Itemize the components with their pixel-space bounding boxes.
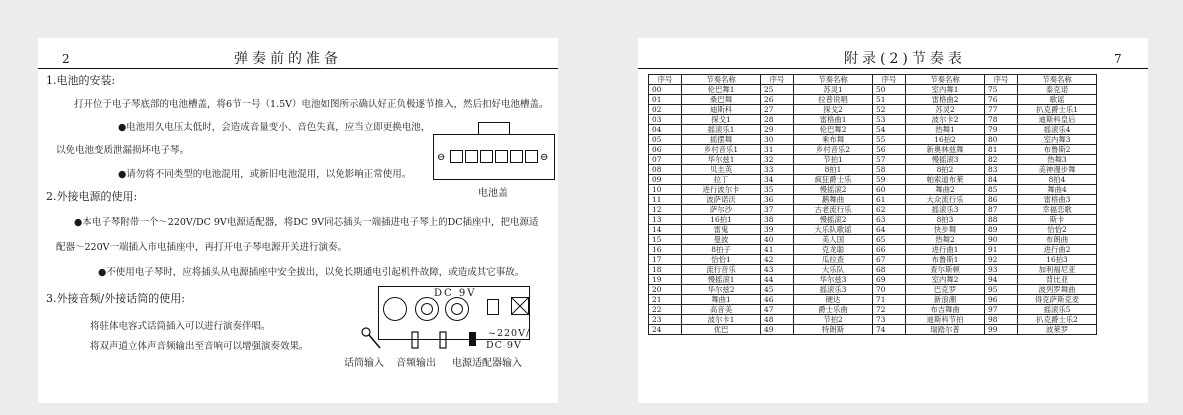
- rhythm-number-cell: 14: [649, 225, 682, 235]
- rhythm-name-cell: 热舞1: [906, 125, 985, 135]
- table-row: [649, 175, 1097, 185]
- rhythm-name-cell: 斯卡: [1018, 215, 1097, 225]
- dc-jack-icon: [487, 299, 499, 315]
- rhythm-number-cell: 36: [761, 195, 794, 205]
- rhythm-name-cell: 室内舞3: [1018, 135, 1097, 145]
- table-row: [649, 85, 1097, 95]
- rhythm-table-body: [649, 85, 1097, 335]
- rhythm-name-cell: 8拍2: [906, 165, 985, 175]
- rhythm-name-cell: 热舞2: [906, 235, 985, 245]
- speaker-grille-icon: [511, 297, 529, 315]
- table-row: [649, 255, 1097, 265]
- rhythm-number-cell: 67: [873, 255, 906, 265]
- battery-section-heading: 1.电池的安装:: [46, 74, 116, 87]
- rhythm-name-cell: 雷格曲3: [1018, 195, 1097, 205]
- rhythm-number-cell: 78: [985, 115, 1018, 125]
- rhythm-number-cell: 20: [649, 285, 682, 295]
- rhythm-name-cell: 乡村音乐2: [794, 145, 873, 155]
- rhythm-name-cell: 8拍1: [794, 165, 873, 175]
- rhythm-name-cell: 探戈2: [794, 105, 873, 115]
- rhythm-number-cell: 48: [761, 315, 794, 325]
- table-row: [649, 185, 1097, 195]
- rhythm-name-cell: 华尔兹1: [682, 155, 761, 165]
- header-name: 节奏名称: [794, 75, 873, 85]
- rhythm-name-cell: 节拍1: [794, 155, 873, 165]
- rhythm-number-cell: 83: [985, 165, 1018, 175]
- battery-bullet-1b: 以免电池变质泄漏损坏电子琴。: [56, 145, 190, 156]
- rhythm-name-cell: 探戈1: [682, 115, 761, 125]
- rhythm-number-cell: 15: [649, 235, 682, 245]
- rhythm-name-cell: 快步舞: [906, 225, 985, 235]
- rhythm-name-cell: 雷鬼: [682, 225, 761, 235]
- rhythm-name-cell: 美神漫步舞: [1018, 165, 1097, 175]
- rhythm-number-cell: 41: [761, 245, 794, 255]
- rhythm-name-cell: 乡村音乐1: [682, 145, 761, 155]
- rhythm-number-cell: 19: [649, 275, 682, 285]
- rhythm-name-cell: 疯狂爵士乐: [794, 175, 873, 185]
- rhythm-number-cell: 10: [649, 185, 682, 195]
- rhythm-number-cell: 04: [649, 125, 682, 135]
- audio-jack-inner-icon: [421, 303, 433, 315]
- rhythm-number-cell: 61: [873, 195, 906, 205]
- rhythm-name-cell: 泰克诺: [1018, 85, 1097, 95]
- rhythm-name-cell: 恰恰2: [1018, 225, 1097, 235]
- table-row: [649, 295, 1097, 305]
- left-page-number: 2: [62, 52, 70, 66]
- rhythm-name-cell: 伦巴舞1: [682, 85, 761, 95]
- rhythm-name-cell: 摇滚乐1: [682, 125, 761, 135]
- left-page-title: 弹奏前的准备: [234, 51, 342, 67]
- rhythm-number-cell: 92: [985, 255, 1018, 265]
- rhythm-name-cell: 布鲁斯1: [906, 255, 985, 265]
- rhythm-number-cell: 91: [985, 245, 1018, 255]
- rhythm-number-cell: 60: [873, 185, 906, 195]
- battery-bullet-2: ●请勿将不同类型的电池混用，或新旧电池混用，以免影响正常使用。: [118, 169, 412, 180]
- rhythm-number-cell: 95: [985, 285, 1018, 295]
- rhythm-name-cell: 波萨诺沃: [682, 195, 761, 205]
- rhythm-number-cell: 65: [873, 235, 906, 245]
- header-name: 节奏名称: [1018, 75, 1097, 85]
- rhythm-name-cell: 高音美: [682, 305, 761, 315]
- rhythm-number-cell: 80: [985, 135, 1018, 145]
- table-row: [649, 135, 1097, 145]
- rhythm-number-cell: 33: [761, 165, 794, 175]
- rhythm-name-cell: 流行音乐: [682, 265, 761, 275]
- rhythm-name-cell: 进行曲2: [1018, 245, 1097, 255]
- rhythm-number-cell: 90: [985, 235, 1018, 245]
- rhythm-number-cell: 53: [873, 115, 906, 125]
- rhythm-name-cell: 慢摇滚2: [794, 185, 873, 195]
- rhythm-number-cell: 70: [873, 285, 906, 295]
- battery-cover-caption: 电池盖: [478, 188, 508, 199]
- rhythm-name-cell: 乘布舞: [794, 135, 873, 145]
- power-section-heading: 2.外接电源的使用:: [46, 190, 138, 203]
- table-row: [649, 285, 1097, 295]
- table-row: [649, 195, 1097, 205]
- rhythm-number-cell: 58: [873, 165, 906, 175]
- right-title-rule: [638, 68, 1148, 69]
- audio-jack-2-inner-icon: [451, 303, 463, 315]
- rhythm-number-cell: 69: [873, 275, 906, 285]
- rhythm-name-cell: 舞曲4: [1018, 185, 1097, 195]
- table-row: [649, 145, 1097, 155]
- rhythm-number-cell: 35: [761, 185, 794, 195]
- rhythm-number-cell: 51: [873, 95, 906, 105]
- rhythm-number-cell: 84: [985, 175, 1018, 185]
- rhythm-number-cell: 01: [649, 95, 682, 105]
- rhythm-name-cell: 伦巴舞2: [794, 125, 873, 135]
- rhythm-name-cell: 迪斯科皇后: [1018, 115, 1097, 125]
- rhythm-number-cell: 73: [873, 315, 906, 325]
- rhythm-name-cell: 16拍1: [682, 215, 761, 225]
- rhythm-number-cell: 26: [761, 95, 794, 105]
- rhythm-name-cell: 硬达: [794, 295, 873, 305]
- battery-slot: [465, 150, 478, 163]
- rhythm-name-cell: 华尔兹2: [682, 285, 761, 295]
- rhythm-number-cell: 86: [985, 195, 1018, 205]
- table-row: [649, 265, 1097, 275]
- rhythm-name-cell: 苏灵2: [906, 105, 985, 115]
- rhythm-number-cell: 64: [873, 225, 906, 235]
- rhythm-number-cell: 77: [985, 105, 1018, 115]
- table-row: [649, 205, 1097, 215]
- rhythm-name-cell: 舞曲2: [906, 185, 985, 195]
- rhythm-number-cell: 07: [649, 155, 682, 165]
- ac-label: ~220V/: [488, 328, 531, 339]
- rhythm-number-cell: 00: [649, 85, 682, 95]
- rhythm-name-cell: 摇滚乐4: [1018, 125, 1097, 135]
- minus-sign-icon: ⊖: [437, 152, 446, 163]
- rhythm-name-cell: 曼波: [682, 235, 761, 245]
- rhythm-number-cell: 02: [649, 105, 682, 115]
- header-name: 节奏名称: [682, 75, 761, 85]
- rhythm-name-cell: 热舞3: [1018, 155, 1097, 165]
- header-number: 序号: [649, 75, 682, 85]
- rhythm-number-cell: 71: [873, 295, 906, 305]
- rhythm-number-cell: 57: [873, 155, 906, 165]
- rhythm-name-cell: 桑巴舞: [682, 95, 761, 105]
- rhythm-name-cell: 室内舞2: [906, 275, 985, 285]
- left-title-rule: [38, 68, 558, 69]
- rhythm-name-cell: 古老流行乐: [794, 205, 873, 215]
- rhythm-name-cell: 布鲁斯2: [1018, 145, 1097, 155]
- battery-slot: [525, 150, 538, 163]
- rhythm-number-cell: 97: [985, 305, 1018, 315]
- rhythm-name-cell: 舞曲1: [682, 295, 761, 305]
- table-row: [649, 215, 1097, 225]
- rhythm-name-cell: 恰恰1: [682, 255, 761, 265]
- rhythm-number-cell: 12: [649, 205, 682, 215]
- rhythm-number-cell: 47: [761, 305, 794, 315]
- mic-jack-icon: [383, 297, 407, 321]
- table-row: [649, 155, 1097, 165]
- rhythm-name-cell: 雷格曲1: [794, 115, 873, 125]
- rhythm-name-cell: 华尔兹3: [794, 275, 873, 285]
- rhythm-number-cell: 39: [761, 225, 794, 235]
- header-name: 节奏名称: [906, 75, 985, 85]
- rhythm-number-cell: 21: [649, 295, 682, 305]
- rhythm-name-cell: 拉丁: [682, 175, 761, 185]
- rhythm-number-cell: 50: [873, 85, 906, 95]
- rhythm-number-cell: 11: [649, 195, 682, 205]
- rhythm-name-cell: 8拍子: [682, 245, 761, 255]
- rhythm-name-cell: 进行波尔卡: [682, 185, 761, 195]
- rhythm-name-cell: 查尔斯顿: [906, 265, 985, 275]
- battery-slot: [450, 150, 463, 163]
- rhythm-number-cell: 27: [761, 105, 794, 115]
- rhythm-name-cell: 得克萨斯克麦: [1018, 295, 1097, 305]
- rhythm-name-cell: 摇滚乐3: [906, 205, 985, 215]
- left-page: [38, 38, 558, 403]
- right-page-title: 附录(2)节奏表: [844, 51, 966, 67]
- rhythm-number-cell: 37: [761, 205, 794, 215]
- rhythm-name-cell: 16拍2: [906, 135, 985, 145]
- rhythm-number-cell: 85: [985, 185, 1018, 195]
- table-row: [649, 235, 1097, 245]
- rhythm-name-cell: 迪斯科节拍: [906, 315, 985, 325]
- rhythm-name-cell: 瓜拉查: [794, 255, 873, 265]
- rhythm-name-cell: 大乐队: [794, 265, 873, 275]
- rhythm-number-cell: 46: [761, 295, 794, 305]
- rhythm-number-cell: 66: [873, 245, 906, 255]
- rhythm-number-cell: 81: [985, 145, 1018, 155]
- dc-label: DC 9V: [434, 288, 477, 299]
- power-bullet: ●不使用电子琴时，应将插头从电源插座中安全拔出，以免长期通电引起机件故障，或造成其它事故。: [98, 267, 525, 278]
- table-row: [649, 125, 1097, 135]
- rhythm-number-cell: 05: [649, 135, 682, 145]
- rhythm-name-cell: 背比亚: [1018, 275, 1097, 285]
- rhythm-number-cell: 28: [761, 115, 794, 125]
- rhythm-name-cell: 8拍4: [1018, 175, 1097, 185]
- rhythm-number-cell: 16: [649, 245, 682, 255]
- rhythm-name-cell: 进行曲1: [906, 245, 985, 255]
- rhythm-number-cell: 22: [649, 305, 682, 315]
- rhythm-number-cell: 31: [761, 145, 794, 155]
- mic-paragraph: 将驻体电容式话筒插入可以进行演奏伴唱。: [90, 321, 271, 332]
- power-input-caption: 电源适配器输入: [452, 358, 522, 369]
- rhythm-number-cell: 44: [761, 275, 794, 285]
- battery-slot: [510, 150, 523, 163]
- rhythm-name-cell: 克龙聪: [794, 245, 873, 255]
- rhythm-number-cell: 98: [985, 315, 1018, 325]
- rhythm-number-cell: 43: [761, 265, 794, 275]
- power-paragraph-b: 配器～220V一端插入市电插座中，再打开电子琴电源开关进行演奏。: [56, 242, 347, 253]
- table-header-row: [649, 75, 1097, 85]
- rhythm-number-cell: 99: [985, 325, 1018, 335]
- rhythm-name-cell: 波尔卡1: [682, 315, 761, 325]
- rhythm-name-cell: 扒克爵士乐2: [1018, 315, 1097, 325]
- battery-cover-figure: [433, 134, 555, 180]
- rhythm-name-cell: 扒克爵士乐1: [1018, 105, 1097, 115]
- rhythm-name-cell: 巴克罗: [906, 285, 985, 295]
- rhythm-name-cell: 歌谣: [1018, 95, 1097, 105]
- rhythm-number-cell: 63: [873, 215, 906, 225]
- rhythm-name-cell: 室内舞1: [906, 85, 985, 95]
- rhythm-number-cell: 72: [873, 305, 906, 315]
- rhythm-name-cell: 贝圭英: [682, 165, 761, 175]
- audio-section-heading: 3.外接音频/外接话筒的使用:: [46, 292, 185, 305]
- rhythm-number-cell: 38: [761, 215, 794, 225]
- rhythm-number-cell: 94: [985, 275, 1018, 285]
- ac-label-2: DC 9V: [486, 340, 522, 351]
- rhythm-number-cell: 76: [985, 95, 1018, 105]
- table-row: [649, 165, 1097, 175]
- header-number: 序号: [873, 75, 906, 85]
- rhythm-name-cell: 雷格曲2: [906, 95, 985, 105]
- rhythm-number-cell: 74: [873, 325, 906, 335]
- rhythm-number-cell: 88: [985, 215, 1018, 225]
- rhythm-name-cell: 节拍2: [794, 315, 873, 325]
- rhythm-name-cell: 摇滚乐3: [794, 285, 873, 295]
- rhythm-name-cell: 萨尔沙: [682, 205, 761, 215]
- rhythm-name-cell: 苏灵1: [794, 85, 873, 95]
- rhythm-number-cell: 32: [761, 155, 794, 165]
- rhythm-name-cell: 慢摇滚3: [906, 155, 985, 165]
- rhythm-name-cell: 摇滚乐5: [1018, 305, 1097, 315]
- rhythm-name-cell: 幸福恋歌: [1018, 205, 1097, 215]
- rhythm-name-cell: 瑞踏尔普: [906, 325, 985, 335]
- rhythm-number-cell: 56: [873, 145, 906, 155]
- rhythm-name-cell: 加利福尼亚: [1018, 265, 1097, 275]
- rhythm-name-cell: 布吉舞曲: [906, 305, 985, 315]
- rhythm-number-cell: 52: [873, 105, 906, 115]
- rhythm-number-cell: 96: [985, 295, 1018, 305]
- rhythm-name-cell: 美人国: [794, 235, 873, 245]
- rhythm-name-cell: 大乐队歌谣: [794, 225, 873, 235]
- rhythm-name-cell: 摇摆舞: [682, 135, 761, 145]
- rhythm-name-cell: 大众流行乐: [906, 195, 985, 205]
- battery-bullet-1a: ●电池用久电压太低时，会造成音量变小、音色失真，应当立即更换电池，: [118, 122, 431, 133]
- rhythm-name-cell: 优巴: [682, 325, 761, 335]
- rhythm-name-cell: 波列罗舞曲: [1018, 285, 1097, 295]
- rhythm-name-cell: 帕索道布莱: [906, 175, 985, 185]
- rhythm-number-cell: 29: [761, 125, 794, 135]
- rhythm-number-cell: 45: [761, 285, 794, 295]
- right-page-number: 7: [1114, 52, 1122, 66]
- rhythm-name-cell: 波莱罗: [1018, 325, 1097, 335]
- rhythm-name-cell: 慢摇滚1: [682, 275, 761, 285]
- rhythm-number-cell: 18: [649, 265, 682, 275]
- rhythm-number-cell: 93: [985, 265, 1018, 275]
- mic-input-caption: 话筒输入: [344, 358, 384, 369]
- table-row: [649, 325, 1097, 335]
- rhythm-number-cell: 82: [985, 155, 1018, 165]
- rhythm-name-cell: 8拍3: [906, 215, 985, 225]
- rhythm-table: [648, 74, 1097, 335]
- rhythm-name-cell: 波尔卡2: [906, 115, 985, 125]
- rhythm-number-cell: 55: [873, 135, 906, 145]
- header-number: 序号: [985, 75, 1018, 85]
- rhythm-number-cell: 24: [649, 325, 682, 335]
- right-page: [638, 38, 1148, 403]
- rhythm-name-cell: 新浪潮: [906, 295, 985, 305]
- rhythm-number-cell: 23: [649, 315, 682, 325]
- battery-slot: [480, 150, 493, 163]
- rhythm-name-cell: 爵士乐曲: [794, 305, 873, 315]
- battery-paragraph: 打开位于电子琴底部的电池槽盖，将6节一号（1.5V）电池如图所示确认好正负极逐节推入，然后扣好电池槽盖。: [74, 99, 549, 110]
- rhythm-number-cell: 09: [649, 175, 682, 185]
- rhythm-number-cell: 87: [985, 205, 1018, 215]
- rhythm-number-cell: 59: [873, 175, 906, 185]
- rhythm-number-cell: 03: [649, 115, 682, 125]
- rhythm-name-cell: 拉普说唱: [794, 95, 873, 105]
- rhythm-name-cell: 迪斯科: [682, 105, 761, 115]
- header-number: 序号: [761, 75, 794, 85]
- battery-slot: [495, 150, 508, 163]
- rhythm-number-cell: 54: [873, 125, 906, 135]
- rhythm-number-cell: 06: [649, 145, 682, 155]
- rhythm-number-cell: 40: [761, 235, 794, 245]
- rhythm-number-cell: 75: [985, 85, 1018, 95]
- table-row: [649, 95, 1097, 105]
- table-row: [649, 225, 1097, 235]
- rhythm-number-cell: 42: [761, 255, 794, 265]
- rhythm-number-cell: 79: [985, 125, 1018, 135]
- rhythm-number-cell: 17: [649, 255, 682, 265]
- table-row: [649, 115, 1097, 125]
- rhythm-number-cell: 49: [761, 325, 794, 335]
- rhythm-name-cell: 鹅舞曲: [794, 195, 873, 205]
- power-paragraph-a: ●本电子琴附带一个～220V/DC 9V电源适配器，将DC 9V同芯插头一端插进电子琴上的DC插座中，把电源适: [74, 217, 539, 228]
- rhythm-number-cell: 68: [873, 265, 906, 275]
- rhythm-name-cell: 16拍3: [1018, 255, 1097, 265]
- minus-sign-icon: ⊖: [540, 152, 549, 163]
- rhythm-name-cell: 慢摇滚2: [794, 215, 873, 225]
- rhythm-number-cell: 62: [873, 205, 906, 215]
- table-row: [649, 245, 1097, 255]
- rhythm-number-cell: 08: [649, 165, 682, 175]
- table-row: [649, 305, 1097, 315]
- audio-out-paragraph: 将双声道立体声音频输出至音响可以增强演奏效果。: [90, 341, 309, 352]
- rhythm-number-cell: 13: [649, 215, 682, 225]
- rhythm-name-cell: 布朗曲: [1018, 235, 1097, 245]
- rhythm-number-cell: 25: [761, 85, 794, 95]
- rhythm-number-cell: 89: [985, 225, 1018, 235]
- rhythm-name-cell: 新奥林兹舞: [906, 145, 985, 155]
- rhythm-name-cell: 特朗斯: [794, 325, 873, 335]
- audio-output-caption: 音频输出: [396, 358, 436, 369]
- table-row: [649, 315, 1097, 325]
- rhythm-number-cell: 34: [761, 175, 794, 185]
- rhythm-number-cell: 30: [761, 135, 794, 145]
- table-row: [649, 275, 1097, 285]
- table-row: [649, 105, 1097, 115]
